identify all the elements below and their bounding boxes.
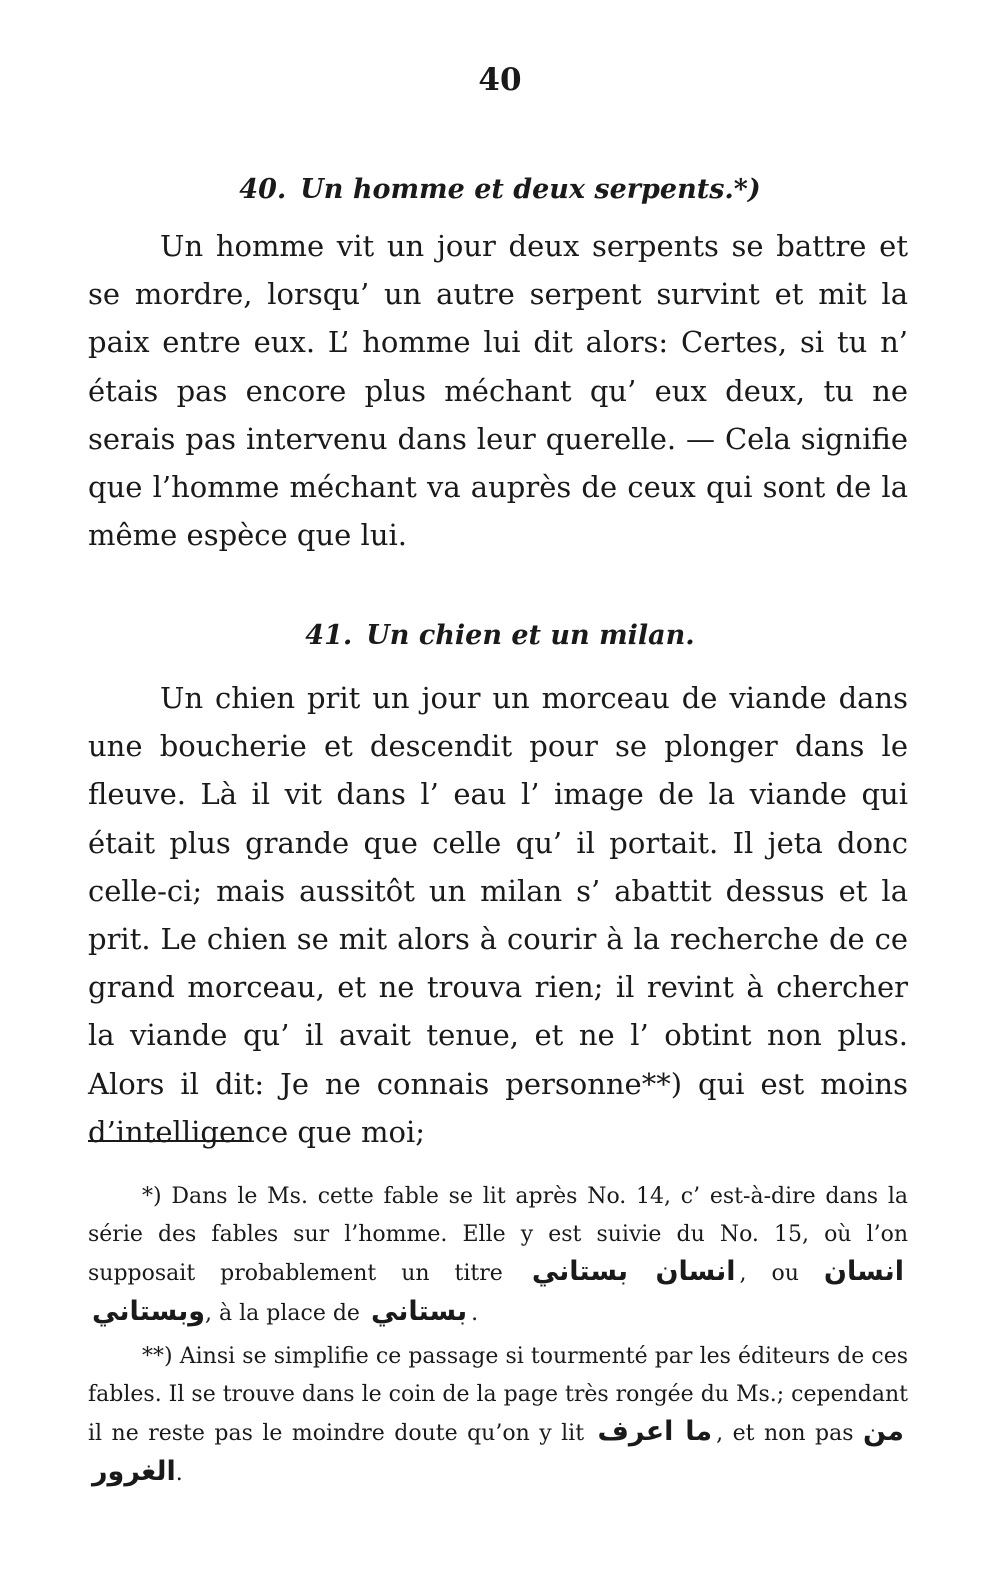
footnote-1-text-a: Dans le Ms. cette fable se lit après No. 14, c’ est-à-dire dans la série des fables sur l’homme. Elle y est suivie du No. 15, où l’on supposait probablement un titre — [88, 1184, 908, 1286]
footnote-2 — [88, 1338, 908, 1492]
footnote-1-arabic-a: انسان بستاني — [531, 1256, 736, 1287]
footnote-1-text-c: , à la place de — [205, 1300, 360, 1326]
footnote-2-arabic-a: ما اعرف — [597, 1416, 713, 1447]
footnote-2-text-a: Ainsi se simplifie ce passage si tourmenté par les éditeurs de ces fables. Il se trouve dans le coin de la page très rongée du Ms.; cependant il ne reste pas le moindre doute qu’on y lit — [88, 1344, 909, 1446]
fable-41-title — [0, 620, 1000, 651]
footnote-2-text-c: . — [175, 1460, 183, 1486]
fable-40-title-text: Un homme et deux serpents.*) — [300, 174, 761, 205]
fable-41-paragraph: Un chien prit un jour un morceau de viande dans une boucherie et descendit pour se plonger dans le fleuve. Là il vit dans l’ eau l’ image de la viande qui était plus grande que celle qu’ il portait. Il jeta donc celle-ci; mais aussitôt un milan s’ abattit dessus et la prit. Le chien se mit alors à courir à la recherche de ce grand morceau, et ne trouva rien; il revint à chercher la viande qu’ il avait tenue, et ne l’ obtint non plus. Alors il dit: Je ne connais personne**) qui est moins d’intelligence que moi; — [88, 681, 908, 1149]
footnotes — [88, 1178, 908, 1492]
fable-41-number: 41. — [305, 620, 353, 651]
footnote-2-marker: **) — [142, 1344, 173, 1369]
footnote-2-text-b: , et non pas — [716, 1421, 854, 1446]
footnote-2-arabic-b: من الغرور — [92, 1416, 905, 1487]
footnote-1-text-b: , ou — [739, 1261, 799, 1286]
fable-41-body — [88, 674, 908, 1156]
footnote-divider — [88, 1140, 248, 1142]
footnote-1-text-d: . — [471, 1300, 479, 1326]
fable-40-title — [0, 174, 1000, 205]
page-number: 40 — [478, 62, 522, 98]
footnote-1 — [88, 1178, 908, 1332]
fable-41-title-text: Un chien et un milan. — [366, 620, 695, 651]
fable-40-body — [88, 222, 908, 559]
fable-40-number: 40. — [239, 174, 287, 205]
footnote-1-marker: *) — [142, 1184, 162, 1209]
fable-40-paragraph: Un homme vit un jour deux serpents se battre et se mordre, lorsqu’ un autre serpent survint et mit la paix entre eux. L’ homme lui dit alors: Certes, si tu n’ étais pas encore plus méchant qu’ eux deux, tu ne serais pas intervenu dans leur querelle. — Cela signifie que l’homme méchant va auprès de ceux qui sont de la même espèce que lui. — [88, 229, 908, 553]
footnote-1-arabic-b: انسان وبستاني — [92, 1256, 904, 1327]
footnote-1-arabic-c: بستاني — [370, 1295, 468, 1327]
